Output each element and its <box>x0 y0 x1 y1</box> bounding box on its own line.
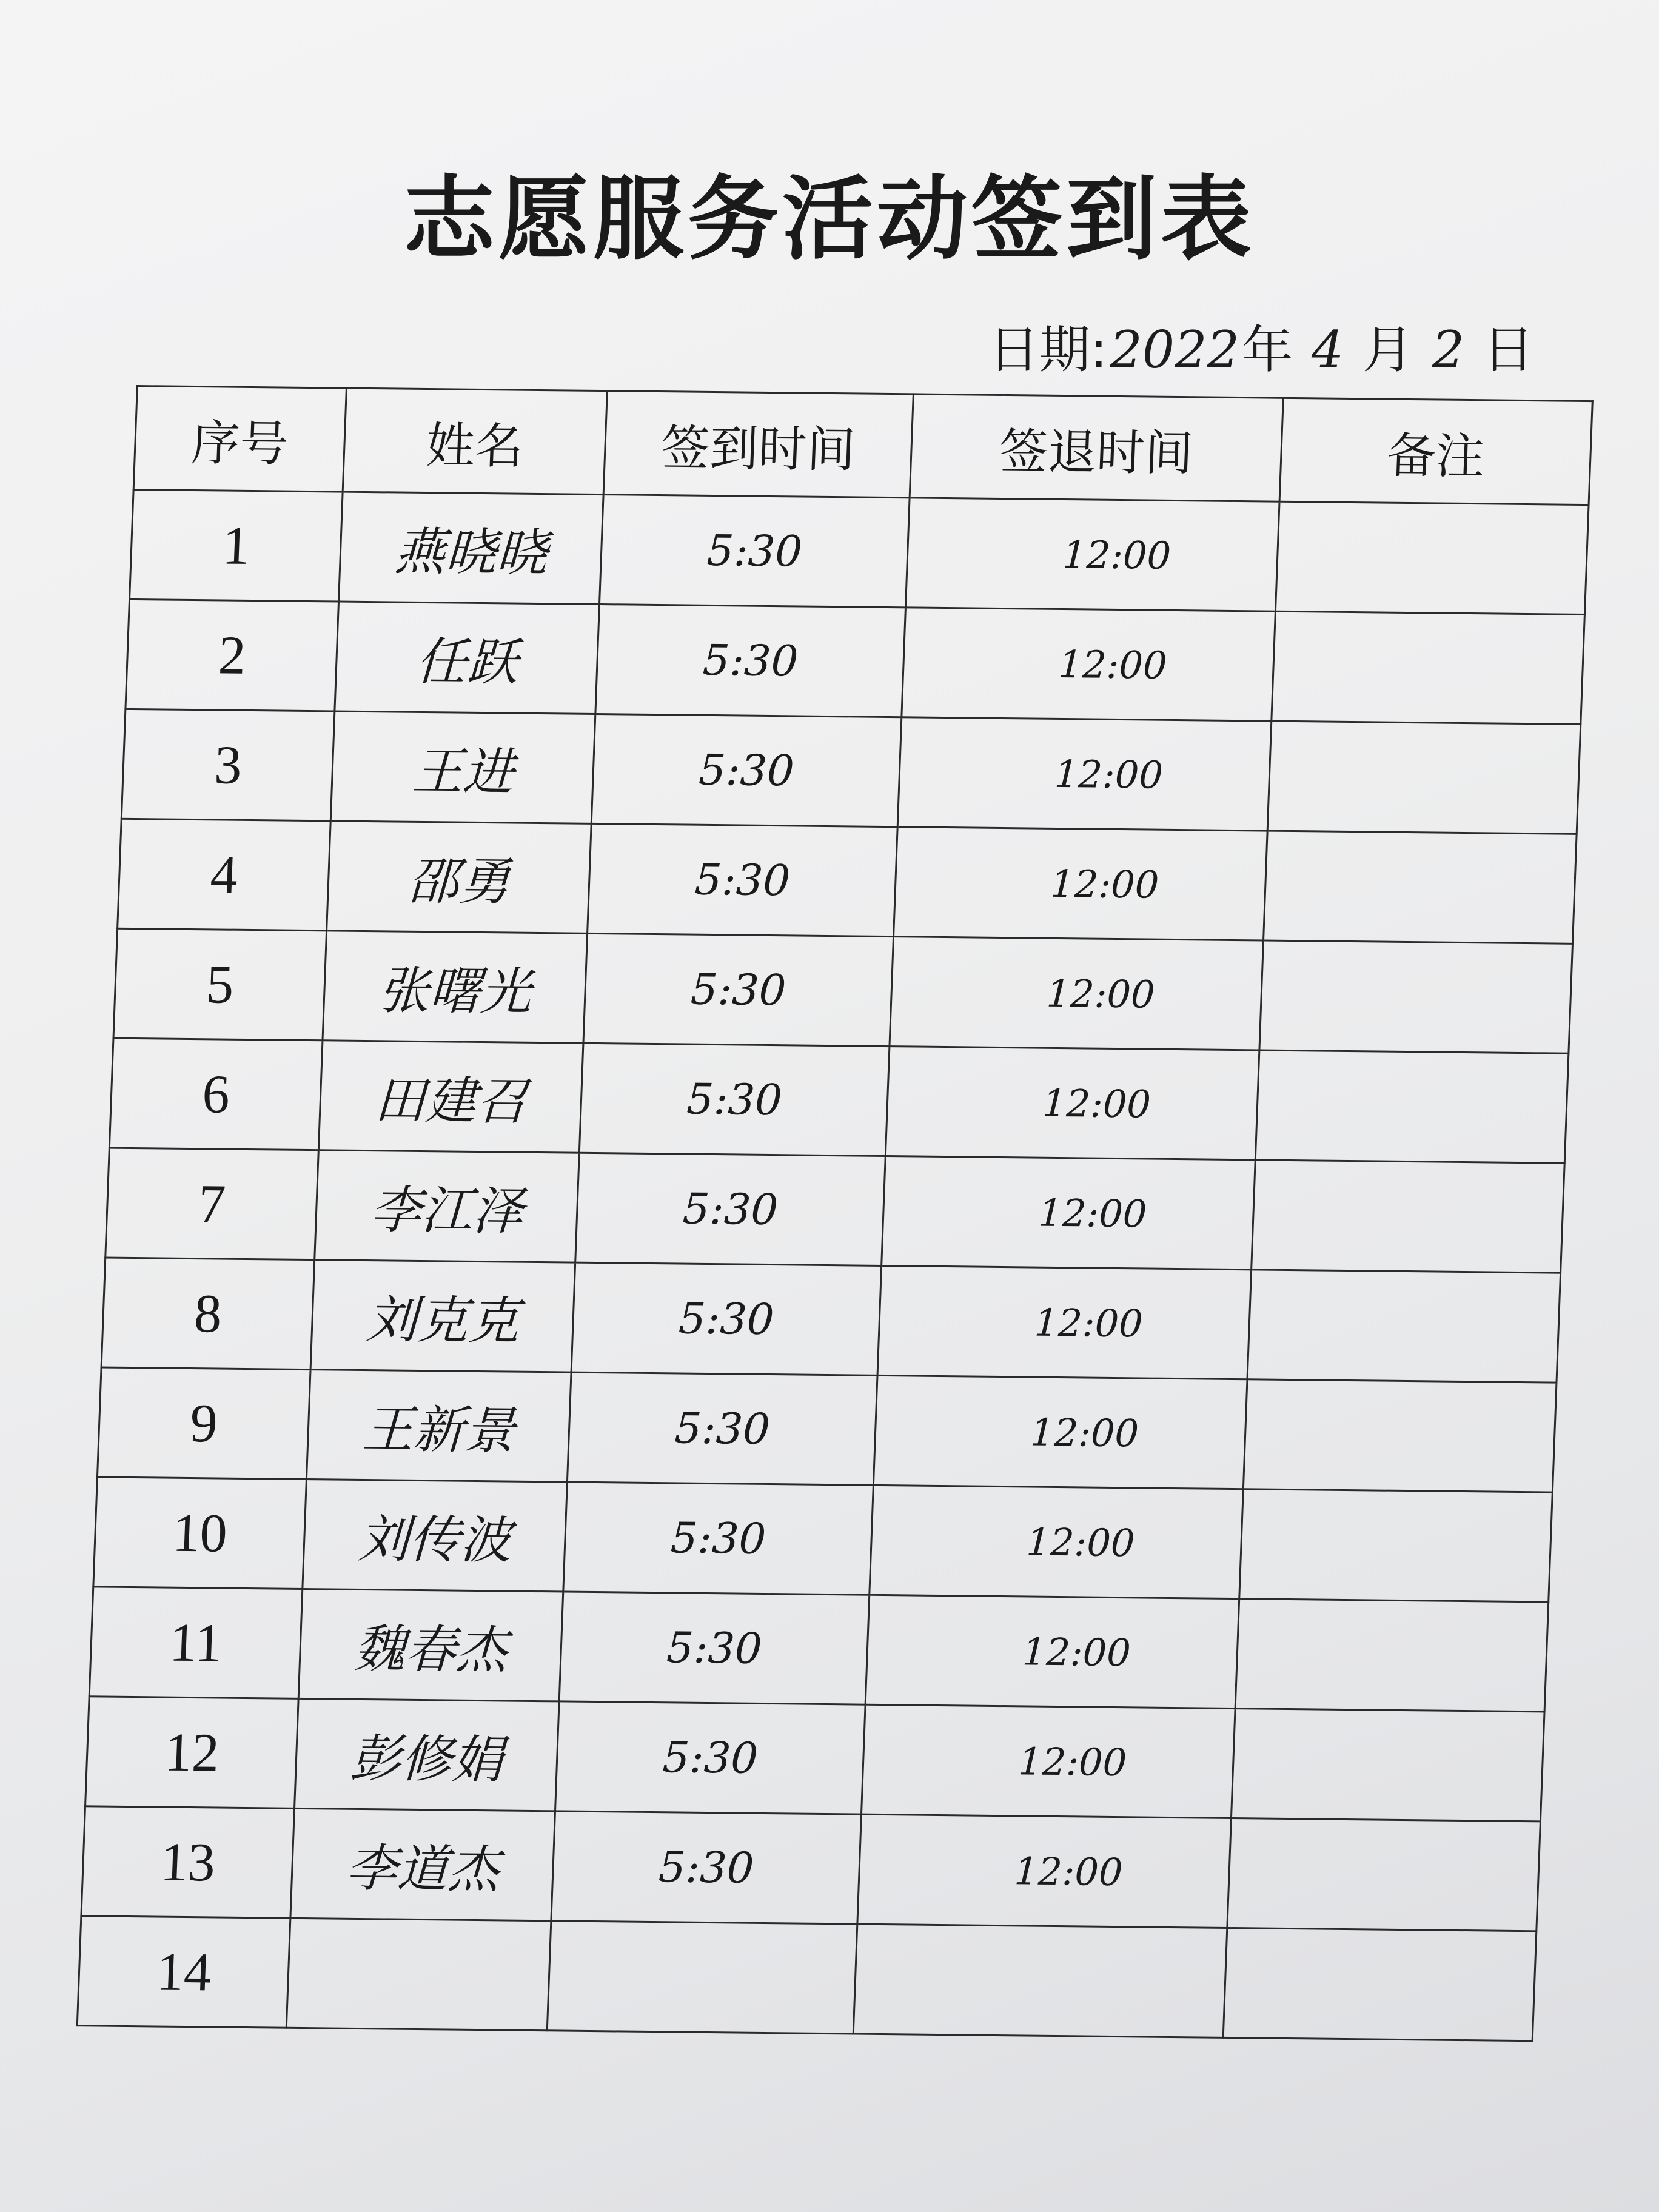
date-month-unit: 月 <box>1362 320 1413 380</box>
table-row <box>93 1477 1553 1602</box>
row-name-cell: 彭修娟 <box>295 1698 560 1811</box>
row-remarks-cell <box>1259 940 1573 1053</box>
row-sign-in-cell: 5:30 <box>575 1153 886 1265</box>
attendance-table <box>76 385 1594 2042</box>
row-serial-cell: 9 <box>97 1367 310 1480</box>
table-row <box>126 599 1585 724</box>
row-remarks-cell <box>1239 1489 1553 1602</box>
date-line <box>988 309 1534 383</box>
row-sign-in-cell: 5:30 <box>555 1701 866 1814</box>
row-name-cell: 田建召 <box>318 1041 583 1153</box>
row-name-cell: 李道杰 <box>290 1808 555 1920</box>
row-sign-in-cell: 5:30 <box>583 933 894 1046</box>
row-remarks-cell <box>1243 1379 1557 1492</box>
row-sign-in-cell: 5:30 <box>563 1482 874 1595</box>
row-remarks-cell <box>1235 1599 1549 1712</box>
row-serial-cell: 13 <box>81 1806 295 1919</box>
row-sign-in-cell: 5:30 <box>595 605 906 717</box>
row-sign-out-cell <box>853 1924 1227 2037</box>
row-sign-out-cell: 12:00 <box>877 1265 1252 1379</box>
table-row <box>121 709 1581 834</box>
row-remarks-cell <box>1264 831 1577 943</box>
header-sign-out-time: 签退时间 <box>910 394 1283 501</box>
row-sign-in-cell: 5:30 <box>567 1372 877 1485</box>
row-serial-cell: 7 <box>106 1148 319 1260</box>
row-sign-out-cell: 12:00 <box>857 1814 1232 1928</box>
row-sign-out-cell: 12:00 <box>861 1704 1235 1818</box>
row-remarks-cell <box>1231 1709 1544 1822</box>
row-serial-cell: 3 <box>121 709 335 821</box>
row-serial-cell: 12 <box>85 1697 299 1809</box>
row-serial-cell: 2 <box>126 599 339 711</box>
table-row <box>113 928 1573 1053</box>
date-year-unit: 年 <box>1242 320 1293 380</box>
header-name: 姓名 <box>343 388 607 494</box>
table-row <box>109 1038 1569 1163</box>
row-sign-out-cell: 12:00 <box>885 1047 1259 1160</box>
row-sign-in-cell: 5:30 <box>559 1592 870 1704</box>
row-name-cell: 张曙光 <box>323 931 588 1043</box>
table-row <box>85 1697 1545 1822</box>
table-row <box>106 1148 1565 1273</box>
table-row <box>101 1258 1561 1382</box>
row-sign-out-cell: 12:00 <box>902 608 1276 721</box>
row-serial-cell: 14 <box>77 1916 290 2028</box>
date-day-unit: 日 <box>1483 320 1534 380</box>
row-name-cell: 刘克克 <box>310 1260 575 1372</box>
table-row <box>81 1806 1541 1931</box>
row-sign-in-cell: 5:30 <box>599 495 910 608</box>
date-year: 2022 <box>1110 320 1240 380</box>
row-sign-out-cell: 12:00 <box>905 498 1279 611</box>
header-sign-in-time: 签到时间 <box>603 391 913 498</box>
row-sign-out-cell: 12:00 <box>894 827 1268 940</box>
row-serial-cell: 5 <box>113 928 327 1041</box>
table-row <box>89 1587 1549 1712</box>
row-serial-cell: 1 <box>130 489 343 602</box>
row-name-cell <box>286 1918 551 2030</box>
date-day: 2 <box>1432 320 1465 380</box>
table-body <box>77 489 1589 2040</box>
row-remarks-cell <box>1247 1270 1561 1382</box>
row-remarks-cell <box>1272 611 1585 724</box>
row-sign-out-cell: 12:00 <box>873 1375 1247 1489</box>
row-name-cell: 邵勇 <box>327 821 592 933</box>
table-row <box>130 489 1589 614</box>
date-month: 4 <box>1311 320 1344 380</box>
row-remarks-cell <box>1252 1160 1565 1273</box>
table-row <box>118 819 1577 943</box>
row-name-cell: 刘传波 <box>303 1480 568 1592</box>
row-remarks-cell <box>1275 501 1589 614</box>
row-serial-cell: 8 <box>101 1258 315 1370</box>
row-sign-in-cell: 5:30 <box>551 1811 862 1924</box>
sheet-title: 志愿服务活动签到表 <box>403 167 1255 272</box>
table-row <box>77 1916 1537 2041</box>
row-sign-in-cell: 5:30 <box>591 714 902 826</box>
header-serial: 序号 <box>133 386 346 492</box>
row-sign-in-cell: 5:30 <box>579 1043 890 1156</box>
row-name-cell: 李江泽 <box>315 1150 580 1262</box>
row-serial-cell: 6 <box>109 1038 323 1150</box>
row-remarks-cell <box>1255 1050 1569 1163</box>
row-sign-out-cell: 12:00 <box>897 717 1272 831</box>
row-sign-out-cell: 12:00 <box>890 937 1264 1050</box>
date-label: 日期: <box>988 320 1108 380</box>
row-sign-out-cell: 12:00 <box>870 1485 1244 1598</box>
row-sign-in-cell: 5:30 <box>588 823 898 936</box>
row-remarks-cell <box>1227 1818 1541 1931</box>
row-name-cell: 任跃 <box>335 602 600 714</box>
row-name-cell: 魏春杰 <box>298 1589 563 1701</box>
row-remarks-cell <box>1223 1928 1537 2040</box>
row-serial-cell: 4 <box>118 819 331 931</box>
row-name-cell: 王新景 <box>306 1370 571 1482</box>
row-sign-out-cell: 12:00 <box>865 1595 1239 1708</box>
row-serial-cell: 11 <box>89 1587 303 1699</box>
table-row <box>97 1367 1557 1492</box>
row-remarks-cell <box>1267 721 1581 834</box>
row-name-cell: 王进 <box>330 711 595 823</box>
table-header-row <box>133 386 1592 505</box>
row-name-cell: 燕晓晓 <box>339 492 604 604</box>
header-remarks: 备注 <box>1279 398 1592 504</box>
row-sign-in-cell: 5:30 <box>571 1262 882 1375</box>
row-serial-cell: 10 <box>93 1477 307 1589</box>
row-sign-in-cell <box>547 1921 857 2034</box>
row-sign-out-cell: 12:00 <box>882 1156 1256 1270</box>
